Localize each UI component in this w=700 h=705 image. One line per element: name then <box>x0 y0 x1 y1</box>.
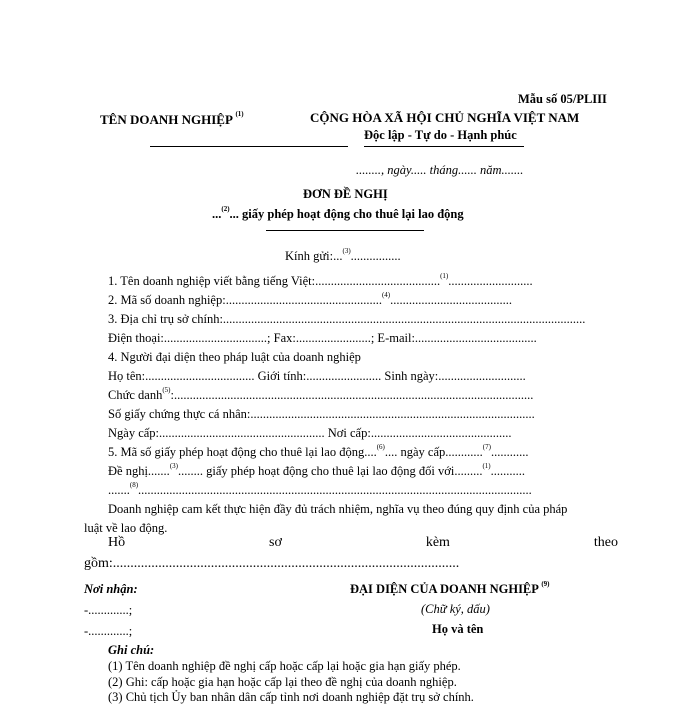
date-line: ........, ngày..... tháng...... năm....... <box>356 163 524 177</box>
signature-hint: (Chữ ký, dấu) <box>421 602 490 616</box>
field-request-text: ........ giấy phép hoạt động cho thuê lại lao động đối với......... <box>177 464 483 478</box>
document-title: ĐƠN ĐỀ NGHỊ <box>303 187 388 201</box>
field-company-name-dots: ........................... <box>448 274 533 288</box>
field-license-code-dots: ............ <box>490 445 529 459</box>
subtitle-prefix: ... <box>212 207 222 221</box>
notes-label: Ghi chú: <box>108 643 155 657</box>
nation-header: CỘNG HÒA XÃ HỘI CHỦ NGHĨA VIỆT NAM <box>310 110 580 125</box>
field-tax-code-dots: ....................................... <box>390 293 512 307</box>
representative-title <box>350 582 550 597</box>
field-request-cont-note: (8) <box>129 481 139 489</box>
field-license-code <box>108 445 528 460</box>
field-license-code-label: 5. Mã số giấy phép hoạt động cho thuê lại lao động.... <box>108 445 377 459</box>
subtitle-note: (2) <box>221 205 230 213</box>
field-rep-identity: Họ tên:................................... Giới tính:........................ Sinh ngày:............................ <box>108 369 526 383</box>
note-3: (3) Chủ tịch Ủy ban nhân dân cấp tỉnh nơi doanh nghiệp đặt trụ sở chính. <box>108 690 474 704</box>
subtitle-text: ... giấy phép hoạt động cho thuê lại lao động <box>229 207 464 221</box>
field-position <box>108 388 533 403</box>
commitment-line-2: luật về lao động. <box>84 521 168 535</box>
field-position-note: (5) <box>162 386 171 394</box>
field-request-cont-dots-2: .............................................................................................................................. <box>138 483 532 497</box>
field-license-date: .... ngày cấp............ <box>384 445 483 459</box>
representative-title-text: ĐẠI DIỆN CỦA DOANH NGHIỆP <box>350 582 539 596</box>
greeting <box>285 249 401 264</box>
recipient-1: -.............; <box>84 603 133 617</box>
commitment-line-1: Doanh nghiệp cam kết thực hiện đầy đủ trách nhiệm, nghĩa vụ theo đúng quy định của pháp <box>108 502 568 516</box>
field-legal-rep: 4. Người đại diện theo pháp luật của doanh nghiệp <box>108 350 361 364</box>
field-request-cont-dots-1: ....... <box>108 483 130 497</box>
field-position-dots: :................................................................................................................... <box>170 388 534 402</box>
company-underline <box>150 146 348 147</box>
field-request-dots: ........... <box>490 464 526 478</box>
field-tax-code-label: 2. Mã số doanh nghiệp:.................................................. <box>108 293 382 307</box>
form-code: Mẫu số 05/PLIII <box>518 92 607 106</box>
representative-note: (9) <box>541 580 550 588</box>
company-name <box>100 112 244 128</box>
attach-word-1: Hồ <box>108 535 126 550</box>
attach-word-4: theo <box>593 535 618 550</box>
field-tax-code <box>108 293 512 308</box>
representative-name: Họ và tên <box>432 622 484 636</box>
field-tax-code-note: (4) <box>381 291 391 299</box>
motto-underline <box>364 146 524 147</box>
company-name-text: TÊN DOANH NGHIỆP <box>100 112 233 127</box>
note-2: (2) Ghi: cấp hoặc gia hạn hoặc cấp lại theo đề nghị của doanh nghiệp. <box>108 675 457 689</box>
field-id-number: Số giấy chứng thực cá nhân:........................................................................................... <box>108 407 535 421</box>
document-subtitle <box>212 207 464 222</box>
field-license-code-note-2: (7) <box>482 443 491 451</box>
attach-word-2: sơ <box>269 535 282 550</box>
field-position-label: Chức danh <box>108 388 163 402</box>
attachments-line-2: gồm:................................................................................................... <box>84 556 460 571</box>
recipient-2: -.............; <box>84 624 133 638</box>
field-request <box>108 464 525 479</box>
greeting-note: (3) <box>342 247 351 255</box>
field-company-name-label: 1. Tên doanh nghiệp viết bằng tiếng Việt:........................................ <box>108 274 441 288</box>
motto: Độc lập - Tự do - Hạnh phúc <box>364 128 517 142</box>
field-contact: Điện thoại:.................................; Fax:........................; E-mail:....................................... <box>108 331 537 345</box>
field-request-cont <box>108 483 532 498</box>
field-request-label: Đề nghị....... <box>108 464 170 478</box>
note-1: (1) Tên doanh nghiệp đề nghị cấp hoặc cấp lại hoặc gia hạn giấy phép. <box>108 659 461 673</box>
recipients-label: Nơi nhận: <box>84 582 138 596</box>
attachments-line <box>108 535 618 551</box>
greeting-dots: ................ <box>350 249 401 263</box>
field-company-name-note: (1) <box>440 272 449 280</box>
field-request-note-1: (3) <box>169 462 178 470</box>
field-company-name <box>108 274 533 289</box>
field-issue-info: Ngày cấp:..................................................... Nơi cấp:............................................. <box>108 426 512 440</box>
company-name-note: (1) <box>235 110 244 118</box>
greeting-text: Kính gửi:... <box>285 249 343 263</box>
field-request-note-2: (1) <box>482 462 491 470</box>
subtitle-underline <box>266 230 424 231</box>
field-address: 3. Địa chỉ trụ sở chính:.................................................................................................................... <box>108 312 586 326</box>
attach-word-3: kèm <box>425 535 450 550</box>
field-license-code-note-1: (6) <box>376 443 385 451</box>
